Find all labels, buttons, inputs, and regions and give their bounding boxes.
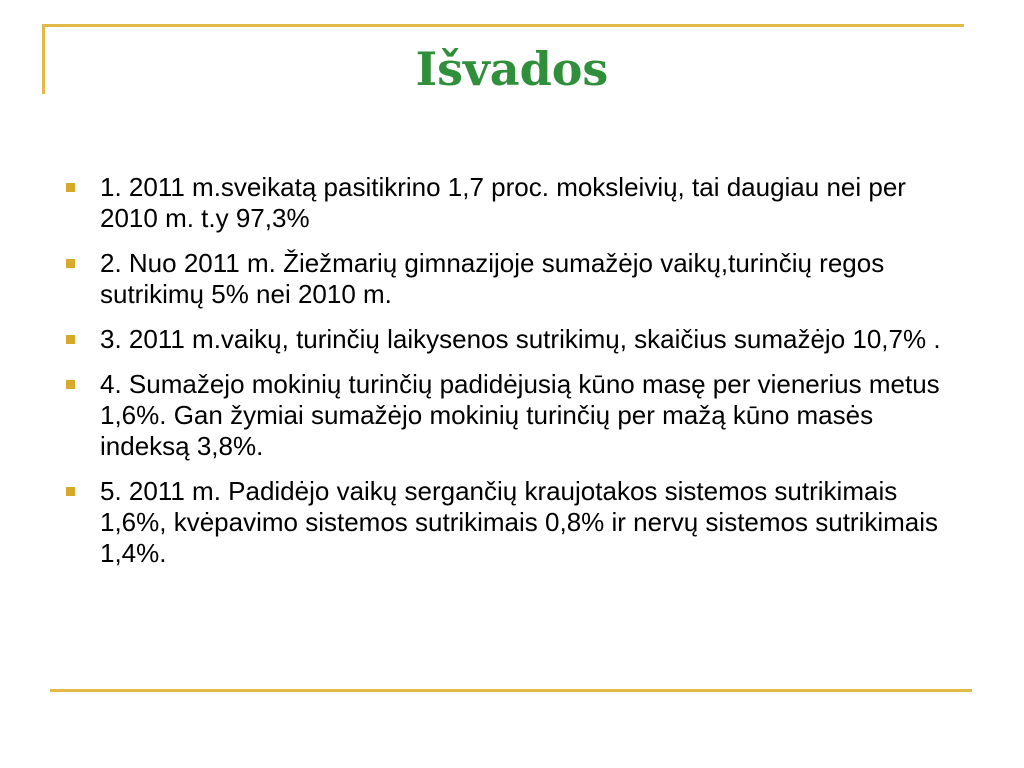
bullet-text: 3. 2011 m.vaikų, turinčių laikysenos sutrikimų, skaičius sumažėjo 10,7% . <box>100 324 941 354</box>
square-bullet-icon <box>66 380 75 389</box>
slide-title: Išvados <box>415 42 609 96</box>
bullet-text: 5. 2011 m. Padidėjo vaikų sergančių kraujotakos sistemos sutrikimais 1,6%, kvėpavimo sistemos sutrikimais 0,8% ir nervų sistemos sutrikimais 1,4%. <box>100 476 939 568</box>
square-bullet-icon <box>66 487 75 496</box>
bullet-item <box>66 476 966 569</box>
bullet-item <box>66 369 966 462</box>
frame-top-line <box>42 24 964 27</box>
frame-bottom-line <box>50 689 972 692</box>
square-bullet-icon <box>66 183 75 192</box>
bullet-item <box>66 324 966 355</box>
square-bullet-icon <box>66 259 75 268</box>
bullet-text: 1. 2011 m.sveikatą pasitikrino 1,7 proc. moksleivių, tai daugiau nei per 2010 m. t.y 97,3% <box>100 172 906 233</box>
bullet-item <box>66 172 966 234</box>
bullet-item <box>66 248 966 310</box>
bullet-text: 4. Sumažejo mokinių turinčių padidėjusią kūno masę per vienerius metus 1,6%. Gan žymiai sumažėjo mokinių turinčių per mažą kūno masės indeksą 3,8%. <box>100 369 940 461</box>
bullet-text: 2. Nuo 2011 m. Žiežmarių gimnazijoje sumažėjo vaikų,turinčių regos sutrikimų 5% nei 2010 m. <box>100 248 885 309</box>
bullet-list <box>66 172 966 583</box>
square-bullet-icon <box>66 335 75 344</box>
